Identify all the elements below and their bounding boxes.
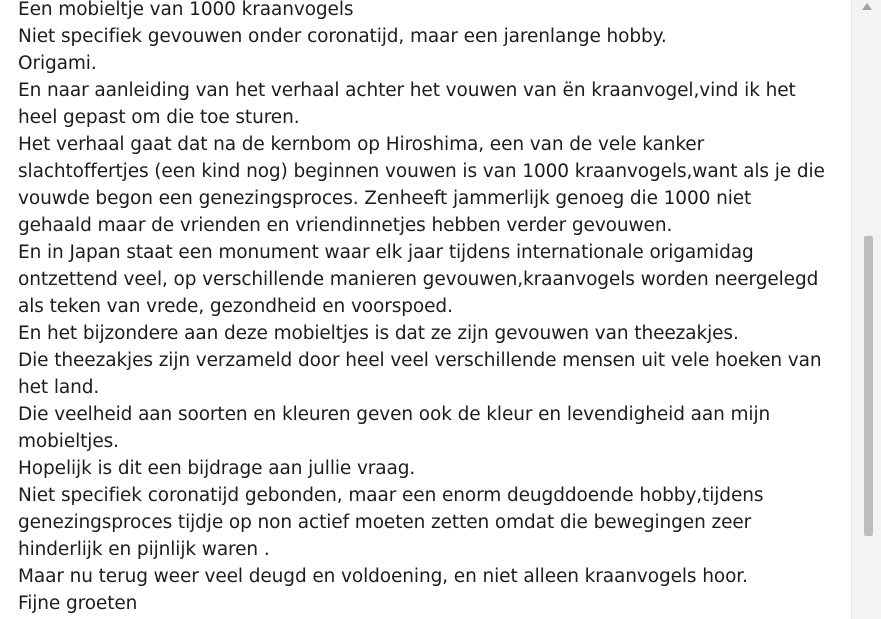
message-line: Maar nu terug weer veel deugd en voldoening, en niet alleen kraanvogels hoor.	[18, 566, 748, 587]
message-line: Hopelijk is dit een bijdrage aan jullie vraag.	[18, 458, 416, 479]
triangle-up-icon	[862, 3, 872, 10]
message-line: Niet specifiek gevouwen onder coronatijd, maar een jarenlange hobby.	[18, 26, 667, 47]
message-line: En in Japan staat een monument waar elk jaar tijdens internationale origamidag	[18, 242, 754, 263]
message-body	[18, 0, 838, 617]
scroll-thumb[interactable]	[864, 236, 873, 536]
message-line: Die veelheid aan soorten en kleuren geven ook de kleur en levendigheid aan mijn	[18, 404, 771, 425]
message-line: ontzettend veel, op verschillende manieren gevouwen,kraanvogels worden neergelegd	[18, 269, 819, 290]
message-line: Het verhaal gaat dat na de kernbom op Hiroshima, een van de vele kanker	[18, 134, 705, 155]
message-line: genezingsproces tijdje op non actief moeten zetten omdat die bewegingen zeer	[18, 512, 752, 533]
message-line: En het bijzondere aan deze mobieltjes is dat ze zijn gevouwen van theezakjes.	[18, 323, 739, 344]
message-line: mobieltjes.	[18, 431, 119, 452]
message-line: Niet specifiek coronatijd gebonden, maar een enorm deugddoende hobby,tijdens	[18, 485, 764, 506]
message-line: heel gepast om die toe sturen.	[18, 107, 300, 128]
message-line: Een mobieltje van 1000 kraanvogels	[18, 0, 354, 20]
message-line: gehaald maar de vrienden en vriendinnetjes hebben verder gevouwen.	[18, 215, 673, 236]
message-line: Fijne groeten	[18, 593, 138, 614]
scroll-up-button[interactable]	[852, 0, 881, 16]
message-line: slachtoffertjes (een kind nog) beginnen vouwen is van 1000 kraanvogels,want als je die	[18, 161, 825, 182]
message-line: Die theezakjes zijn verzameld door heel veel verschillende mensen uit vele hoeken van	[18, 350, 822, 371]
vertical-scrollbar[interactable]	[851, 0, 881, 619]
message-line: vouwde begon een genezingsproces. Zenheeft jammerlijk genoeg die 1000 niet	[18, 188, 752, 209]
message-line: het land.	[18, 377, 100, 398]
message-line: als teken van vrede, gezondheid en voorspoed.	[18, 296, 453, 317]
message-line: Origami.	[18, 53, 97, 74]
message-line: hinderlijk en pijnlijk waren .	[18, 539, 270, 560]
message-line: En naar aanleiding van het verhaal achter het vouwen van ën kraanvogel,vind ik het	[18, 80, 796, 101]
